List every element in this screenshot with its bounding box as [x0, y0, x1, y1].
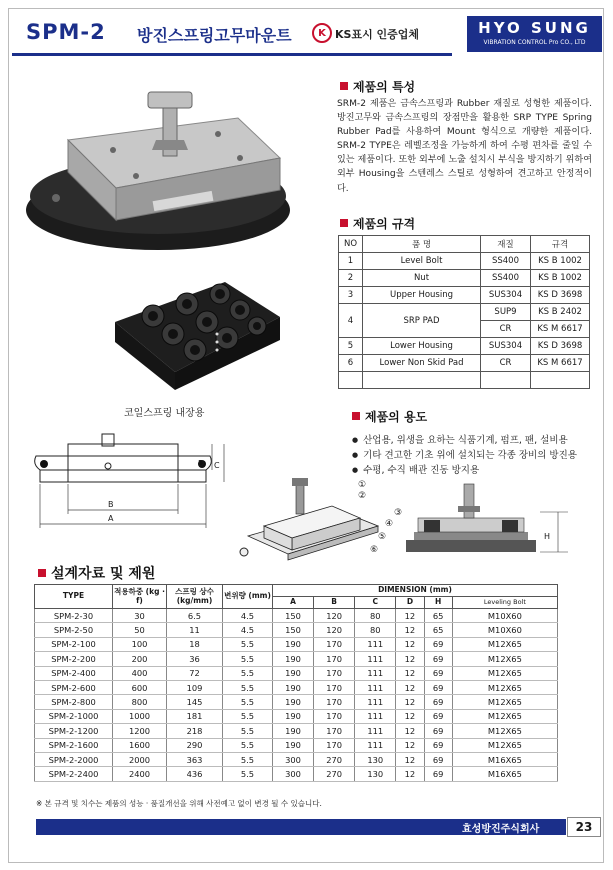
cell-load: 30 [113, 609, 167, 623]
ks-certification-text: KS표시 인증업체 [335, 28, 420, 41]
cell-d: 12 [396, 752, 424, 766]
spec-row [339, 355, 590, 372]
cell-load: 1000 [113, 709, 167, 723]
cell-deflection: 5.5 [223, 652, 273, 666]
section-bullet-icon [352, 412, 360, 420]
brand-logo [467, 16, 602, 52]
callout-6: ⑥ [370, 545, 379, 555]
table-row [35, 623, 558, 637]
page-number: 23 [567, 817, 601, 837]
cell-d: 12 [396, 724, 424, 738]
callout-1: ① [358, 480, 367, 490]
spec-material: SUP9 [481, 304, 531, 321]
cell-d: 12 [396, 637, 424, 651]
table-row [35, 724, 558, 738]
design-title [38, 563, 155, 583]
table-row [35, 680, 558, 694]
ks-mark-logo: K [312, 23, 332, 43]
cell-h: 69 [424, 767, 452, 781]
uses-title-text: 제품의 용도 [365, 410, 428, 424]
cell-spring: 6.5 [167, 609, 223, 623]
cell-load: 50 [113, 623, 167, 637]
product-name: 방진스프링고무마운트 [137, 26, 292, 45]
uses-item: ● 기타 견고한 기초 위에 설치되는 각종 장비의 방진용 [352, 448, 577, 463]
spec-header-standard: 규격 [531, 236, 590, 253]
cell-load: 2400 [113, 767, 167, 781]
features-text: SRM-2 제품은 금속스프링과 Rubber 재질로 성형한 제품이다. 방진고무와 금속스프링의 장점만을 활용한 SRP TYPE Spring Rubber Pad를 사용하여 Mount 형식으로 개량한 제품이다. SRM-2 TYPE은 레벨조정을 가능하게 하여 수평 편차를 줄일 수 있는 제품이다. 또한 외부에 노출 설치시 부식을 방지하기 위하여 외부 Housing을 스텐레스 스틸로 성형하여 견고하고 안정적이다. [337, 99, 592, 194]
cell-b: 170 [314, 709, 355, 723]
col-bolt: Leveling Bolt [452, 597, 557, 609]
section-bullet-icon [38, 569, 46, 577]
spec-row [339, 338, 590, 355]
dim-label-c: C [214, 461, 220, 470]
cell-bolt: M12X65 [452, 695, 557, 709]
spec-material: SUS304 [481, 338, 531, 355]
callout-5: ⑤ [378, 532, 387, 542]
cell-d: 12 [396, 609, 424, 623]
cell-type: SPM-2-100 [35, 637, 113, 651]
cell-load: 1200 [113, 724, 167, 738]
cell-h: 69 [424, 637, 452, 651]
cell-deflection: 4.5 [223, 623, 273, 637]
header-rule [12, 53, 452, 56]
cell-bolt: M12X65 [452, 709, 557, 723]
cell-d: 12 [396, 652, 424, 666]
cell-spring: 145 [167, 695, 223, 709]
features-title-text: 제품의 특성 [353, 80, 416, 94]
cell-spring: 18 [167, 637, 223, 651]
cell-type: SPM-2-1200 [35, 724, 113, 738]
dim-label-b: B [108, 500, 114, 509]
spec-name: Lower Non Skid Pad [363, 355, 481, 372]
uses-item: ● 산업용, 위생을 요하는 식품기계, 펌프, 팬, 설비용 [352, 433, 577, 448]
cell-h: 69 [424, 752, 452, 766]
cell-load: 600 [113, 680, 167, 694]
footer-company: 효성방진주식회사 [462, 824, 540, 835]
cell-deflection: 5.5 [223, 709, 273, 723]
spec-no: 4 [339, 304, 363, 338]
cell-b: 120 [314, 623, 355, 637]
cell-deflection: 5.5 [223, 767, 273, 781]
section-bullet-icon [340, 219, 348, 227]
cell-deflection: 4.5 [223, 609, 273, 623]
spec-header-name: 품 명 [363, 236, 481, 253]
cell-h: 69 [424, 680, 452, 694]
spec-material: CR [481, 355, 531, 372]
table-row [35, 637, 558, 651]
spec-no: 6 [339, 355, 363, 372]
cell-c: 111 [355, 695, 396, 709]
section-bullet-icon [340, 82, 348, 90]
cell-bolt: M12X65 [452, 666, 557, 680]
cell-spring: 36 [167, 652, 223, 666]
cell-spring: 109 [167, 680, 223, 694]
cell-spring: 218 [167, 724, 223, 738]
cell-b: 120 [314, 609, 355, 623]
cell-h: 69 [424, 666, 452, 680]
cell-c: 111 [355, 738, 396, 752]
cell-b: 270 [314, 752, 355, 766]
table-row [35, 767, 558, 781]
cell-a: 190 [273, 724, 314, 738]
cell-a: 150 [273, 609, 314, 623]
cell-spring: 436 [167, 767, 223, 781]
cell-deflection: 5.5 [223, 738, 273, 752]
spec-standard: KS B 2402 [531, 304, 590, 321]
table-row [35, 752, 558, 766]
front-view-drawing [28, 428, 228, 546]
col-d: D [396, 597, 424, 609]
cell-a: 190 [273, 680, 314, 694]
spec-no: 1 [339, 253, 363, 270]
table-row [35, 695, 558, 709]
cell-spring: 363 [167, 752, 223, 766]
cell-b: 170 [314, 652, 355, 666]
callout-labels [358, 480, 366, 502]
spec-no: 2 [339, 270, 363, 287]
cell-load: 400 [113, 666, 167, 680]
spec-row [339, 287, 590, 304]
spec-standard: KS D 3698 [531, 287, 590, 304]
cell-type: SPM-2-600 [35, 680, 113, 694]
uses-title [352, 408, 427, 425]
cell-c: 80 [355, 623, 396, 637]
table-row [35, 652, 558, 666]
spec-name: SRP PAD [363, 304, 481, 338]
dim-label-a: A [108, 514, 114, 523]
cell-type: SPM-2-2400 [35, 767, 113, 781]
spec-no: 5 [339, 338, 363, 355]
col-load: 적용하중 (kg · f) [113, 585, 167, 609]
cell-load: 2000 [113, 752, 167, 766]
cell-type: SPM-2-50 [35, 623, 113, 637]
dim-label-h: H [544, 532, 551, 541]
spec-standard: KS D 3698 [531, 338, 590, 355]
spec-row [339, 253, 590, 270]
cell-a: 190 [273, 709, 314, 723]
table-row [35, 609, 558, 623]
dim-label-d: D [198, 459, 205, 468]
cell-c: 111 [355, 680, 396, 694]
table-row [35, 738, 558, 752]
disclaimer-note: ※ 본 규격 및 치수는 제품의 성능 · 품질개선을 위해 사전예고 없이 변경 될 수 있습니다. [36, 799, 322, 808]
cell-d: 12 [396, 709, 424, 723]
table-row [35, 666, 558, 680]
spec-title [340, 215, 415, 232]
spec-row [339, 270, 590, 287]
cell-load: 800 [113, 695, 167, 709]
cell-type: SPM-2-30 [35, 609, 113, 623]
cell-bolt: M12X65 [452, 680, 557, 694]
cell-a: 190 [273, 695, 314, 709]
cell-type: SPM-2-1600 [35, 738, 113, 752]
cell-deflection: 5.5 [223, 695, 273, 709]
cell-c: 130 [355, 767, 396, 781]
cell-d: 12 [396, 738, 424, 752]
cell-b: 170 [314, 724, 355, 738]
cell-d: 12 [396, 680, 424, 694]
cell-spring: 290 [167, 738, 223, 752]
cell-b: 170 [314, 680, 355, 694]
pad-photo-caption: 코일스프링 내장용 [124, 408, 205, 419]
spec-row [339, 304, 590, 321]
spec-title-text: 제품의 규격 [353, 217, 416, 231]
cell-d: 12 [396, 767, 424, 781]
cell-a: 190 [273, 738, 314, 752]
spec-standard: KS B 1002 [531, 270, 590, 287]
cell-deflection: 5.5 [223, 666, 273, 680]
cell-c: 111 [355, 666, 396, 680]
cell-c: 111 [355, 637, 396, 651]
spec-row [339, 372, 590, 389]
cell-deflection: 5.5 [223, 724, 273, 738]
features-title [340, 78, 415, 95]
cell-bolt: M12X65 [452, 724, 557, 738]
cell-b: 170 [314, 738, 355, 752]
cell-a: 150 [273, 623, 314, 637]
uses-item: ● 수평, 수직 배관 진동 방지용 [352, 463, 577, 478]
spec-header-material: 재질 [481, 236, 531, 253]
cell-c: 130 [355, 752, 396, 766]
spec-name: Lower Housing [363, 338, 481, 355]
cell-load: 100 [113, 637, 167, 651]
cell-a: 190 [273, 637, 314, 651]
cell-bolt: M12X65 [452, 637, 557, 651]
cell-deflection: 5.5 [223, 752, 273, 766]
spec-table [338, 235, 590, 389]
cell-deflection: 5.5 [223, 637, 273, 651]
cell-d: 12 [396, 695, 424, 709]
cell-h: 69 [424, 724, 452, 738]
brand-subtitle: VIBRATION CONTROL Pro CO., LTD [483, 39, 586, 46]
cell-a: 190 [273, 666, 314, 680]
cell-b: 170 [314, 666, 355, 680]
cell-h: 69 [424, 709, 452, 723]
page-header [12, 14, 602, 58]
cell-c: 111 [355, 652, 396, 666]
cell-b: 270 [314, 767, 355, 781]
cell-type: SPM-2-800 [35, 695, 113, 709]
spec-name: Nut [363, 270, 481, 287]
col-deflection: 변위량 (mm) [223, 585, 273, 609]
cell-h: 69 [424, 652, 452, 666]
cell-bolt: M16X65 [452, 752, 557, 766]
cell-b: 170 [314, 637, 355, 651]
spec-material: SUS304 [481, 287, 531, 304]
spec-no: 3 [339, 287, 363, 304]
cell-type: SPM-2-1000 [35, 709, 113, 723]
design-title-text: 설계자료 및 제원 [51, 566, 156, 582]
cell-a: 300 [273, 767, 314, 781]
spec-header-row [339, 236, 590, 253]
design-table [34, 584, 558, 782]
cell-h: 69 [424, 738, 452, 752]
col-c: C [355, 597, 396, 609]
spec-standard: KS M 6617 [531, 321, 590, 338]
cell-a: 190 [273, 652, 314, 666]
cell-d: 12 [396, 623, 424, 637]
col-a: A [273, 597, 314, 609]
model-title: SPM-2 [26, 20, 106, 44]
cell-c: 111 [355, 724, 396, 738]
cell-a: 300 [273, 752, 314, 766]
cell-bolt: M10X60 [452, 623, 557, 637]
col-h: H [424, 597, 452, 609]
cell-load: 1600 [113, 738, 167, 752]
spec-header-no: NO [339, 236, 363, 253]
col-b: B [314, 597, 355, 609]
col-spring: 스프링 상수 (kg/mm) [167, 585, 223, 609]
spec-standard: KS M 6617 [531, 355, 590, 372]
brand-name: HYO SUNG [478, 19, 591, 37]
cell-h: 65 [424, 609, 452, 623]
cell-bolt: M10X60 [452, 609, 557, 623]
product-photo-mount [18, 78, 318, 258]
uses-list [352, 433, 577, 478]
table-row [35, 709, 558, 723]
cell-c: 80 [355, 609, 396, 623]
cell-h: 65 [424, 623, 452, 637]
callout-3: ③ [394, 508, 403, 518]
cell-bolt: M12X65 [452, 652, 557, 666]
cell-b: 170 [314, 695, 355, 709]
cell-type: SPM-2-400 [35, 666, 113, 680]
cell-bolt: M12X65 [452, 738, 557, 752]
cell-type: SPM-2-2000 [35, 752, 113, 766]
col-type: TYPE [35, 585, 113, 609]
cell-bolt: M16X65 [452, 767, 557, 781]
cell-spring: 11 [167, 623, 223, 637]
cell-c: 111 [355, 709, 396, 723]
spec-name: Upper Housing [363, 287, 481, 304]
spec-material: SS400 [481, 270, 531, 287]
cell-deflection: 5.5 [223, 680, 273, 694]
cell-spring: 72 [167, 666, 223, 680]
cell-spring: 181 [167, 709, 223, 723]
spec-name: Level Bolt [363, 253, 481, 270]
spec-material: SS400 [481, 253, 531, 270]
design-header-row [35, 585, 558, 597]
cell-load: 200 [113, 652, 167, 666]
spec-material: CR [481, 321, 531, 338]
section-view-drawing [400, 478, 575, 558]
cell-d: 12 [396, 666, 424, 680]
spec-standard: KS B 1002 [531, 253, 590, 270]
callout-2: ② [358, 491, 367, 502]
callout-4: ④ [385, 519, 394, 529]
col-dimension: DIMENSION (mm) [273, 585, 558, 597]
cell-h: 69 [424, 695, 452, 709]
cell-type: SPM-2-200 [35, 652, 113, 666]
product-photo-spring-pad [105, 272, 285, 392]
